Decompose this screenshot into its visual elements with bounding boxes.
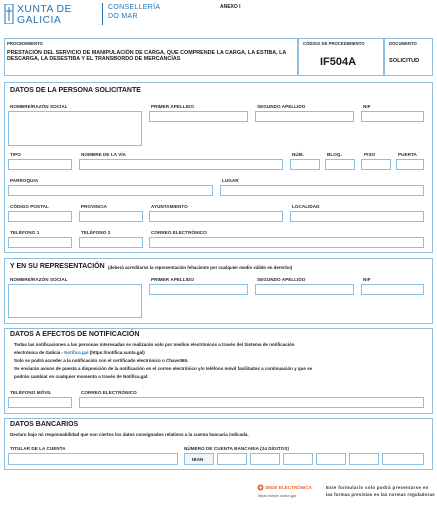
documento-value: SOLICITUD [389, 58, 420, 64]
piso-input[interactable] [361, 159, 391, 170]
num-input[interactable] [290, 159, 320, 170]
sede-url[interactable]: https://sede.xunta.gal [258, 493, 297, 498]
rep-label-segundo-apellido: SEGUNDO APELLIDO [257, 277, 306, 282]
label-nif: NIF [363, 104, 371, 109]
nif-input[interactable] [361, 111, 424, 122]
rep-label-nif: NIF [363, 277, 371, 282]
label-provincia: PROVINCIA [81, 204, 107, 209]
footer-note-line2: las formas previstas en las normas reguladoras [326, 492, 435, 497]
xunta-emblem-icon [4, 4, 14, 24]
codigo-label: CÓDIGO DE PROCEDIMIENTO [303, 41, 365, 46]
logo-divider [102, 3, 103, 25]
label-telefono2: TELÉFONO 2 [81, 230, 111, 235]
label-notif-correo: CORREO ELECTRÓNICO [81, 390, 137, 395]
sede-label: SEDE ELECTRÓNICA [265, 485, 312, 490]
nombre-via-input[interactable] [79, 159, 283, 170]
codigo-postal-input[interactable] [8, 211, 72, 222]
iban-input-4[interactable] [316, 453, 346, 465]
nombre-input[interactable] [8, 111, 142, 146]
bancarios-title: DATOS BANCARIOS [10, 421, 79, 428]
rep-nombre-input[interactable] [8, 284, 142, 318]
iban-input-5[interactable] [349, 453, 379, 465]
provincia-input[interactable] [79, 211, 143, 222]
rep-primer-apellido-input[interactable] [149, 284, 248, 295]
notificacion-line3: Solo se podrá acceder a la notificación con el certificado electrónico o Chave365. [14, 358, 189, 363]
puerta-input[interactable] [396, 159, 424, 170]
representacion-title: Y EN SU REPRESENTACIÓN [10, 263, 105, 270]
xunta-logo [4, 3, 99, 27]
notificacion-line4: Se enviarán avisos de puesta a disposición de la notificación en el correo electrónico y/o teléfono móvil facilitados a continuación y que se [14, 366, 313, 371]
lugar-input[interactable] [220, 185, 424, 196]
label-titular: TITULAR DE LA CUENTA [10, 446, 66, 451]
primer-apellido-input[interactable] [149, 111, 248, 122]
rep-label-nombre: NOMBRE/RAZÓN SOCIAL [10, 277, 68, 282]
codigo-value: IF504A [320, 56, 357, 68]
telefono1-input[interactable] [8, 237, 72, 248]
label-ayuntamiento: AYUNTAMIENTO [151, 204, 188, 209]
label-nombre: NOMBRE/RAZÓN SOCIAL [10, 104, 68, 109]
sede-logo-icon [257, 484, 264, 491]
xunta-logo-text: XUNTA DE GALICIA [17, 3, 72, 26]
correo-input[interactable] [149, 237, 424, 248]
iban-input-1[interactable] [217, 453, 247, 465]
label-telefono-movil: TELÉFONO MÓVIL [10, 390, 52, 395]
rep-segundo-apellido-input[interactable] [255, 284, 354, 295]
label-parroquia: PARROQUIA [10, 178, 39, 183]
label-tipo: TIPO [10, 152, 21, 157]
iban-input-6[interactable] [382, 453, 424, 465]
label-primer-apellido: PRIMER APELLIDO [151, 104, 194, 109]
label-bloq: BLOQ. [327, 152, 342, 157]
label-codigo-postal: CÓDIGO POSTAL [10, 204, 49, 209]
label-correo: CORREO ELECTRÓNICO [151, 230, 207, 235]
telefono-movil-input[interactable] [8, 397, 72, 408]
label-nombre-via: NOMBRE DE LA VÍA [81, 152, 127, 157]
bancarios-declaration: Declaro bajo mi responsabilidad que son ciertos los datos consignados relativos a la cuenta bancaria indicada. [10, 432, 249, 437]
label-num: NÚM. [292, 152, 304, 157]
conselleria-line2: DO MAR [108, 13, 138, 20]
bloq-input[interactable] [325, 159, 355, 170]
notificacion-line2 [14, 350, 145, 355]
notificacion-line2-prefix: electrónica de Galicia - [14, 350, 65, 355]
localidad-input[interactable] [290, 211, 424, 222]
iban-label: IBAN [192, 457, 204, 462]
solicitante-title: DATOS DE LA PERSONA SOLICITANTE [10, 87, 141, 94]
parroquia-input[interactable] [8, 185, 213, 196]
footer-note-line1: Este formulario solo podrá presentarse en [326, 485, 429, 490]
iban-input-3[interactable] [283, 453, 313, 465]
notificacion-line2-suffix: (https://notifica.xunta.gal) [88, 350, 145, 355]
ayuntamiento-input[interactable] [149, 211, 283, 222]
notificacion-line5: podrán cambiar en cualquier momento a través de Notifica.gal: [14, 374, 149, 379]
conselleria-line1: CONSELLERÍA [108, 4, 161, 11]
notificacion-title: DATOS A EFECTOS DE NOTIFICACIÓN [10, 331, 140, 338]
representacion-note: (deberá acreditarse la representación fehaciente por cualquier medio válido en derecho) [108, 265, 293, 270]
label-puerta: PUERTA [398, 152, 417, 157]
segundo-apellido-input[interactable] [255, 111, 354, 122]
iban-input-2[interactable] [250, 453, 280, 465]
tipo-input[interactable] [8, 159, 72, 170]
procedimiento-label: PROCEDIMIENTO [7, 41, 43, 46]
titular-input[interactable] [8, 453, 178, 465]
rep-nif-input[interactable] [361, 284, 424, 295]
label-numero-cuenta: NÚMERO DE CUENTA BANCARIA (24 DÍGITOS) [184, 446, 290, 451]
label-telefono1: TELÉFONO 1 [10, 230, 40, 235]
label-segundo-apellido: SEGUNDO APELLIDO [257, 104, 306, 109]
procedimiento-text: PRESTACIÓN DEL SERVICIO DE MANIPULACIÓN DE CARGA, QUE COMPRENDE LA CARGA, LA ESTIBA, LA DESCARGA, LA DESESTIBA Y EL TRANSBORDO DE MERCANCÍAS [7, 50, 287, 63]
notifica-link[interactable]: Notifica.gal [64, 350, 89, 355]
documento-label: DOCUMENTO [389, 41, 417, 46]
label-piso: PISO [364, 152, 376, 157]
anexo-label: ANEXO I [220, 4, 241, 10]
notif-correo-input[interactable] [79, 397, 424, 408]
rep-label-primer-apellido: PRIMER APELLIDO [151, 277, 194, 282]
telefono2-input[interactable] [79, 237, 143, 248]
label-lugar: LUGAR [222, 178, 239, 183]
notificacion-line1: Todas las notificaciones a las personas interesadas se realizarán solo por medios electrónicos a través del Sistema de notificación [14, 342, 295, 347]
label-localidad: LOCALIDAD [292, 204, 320, 209]
